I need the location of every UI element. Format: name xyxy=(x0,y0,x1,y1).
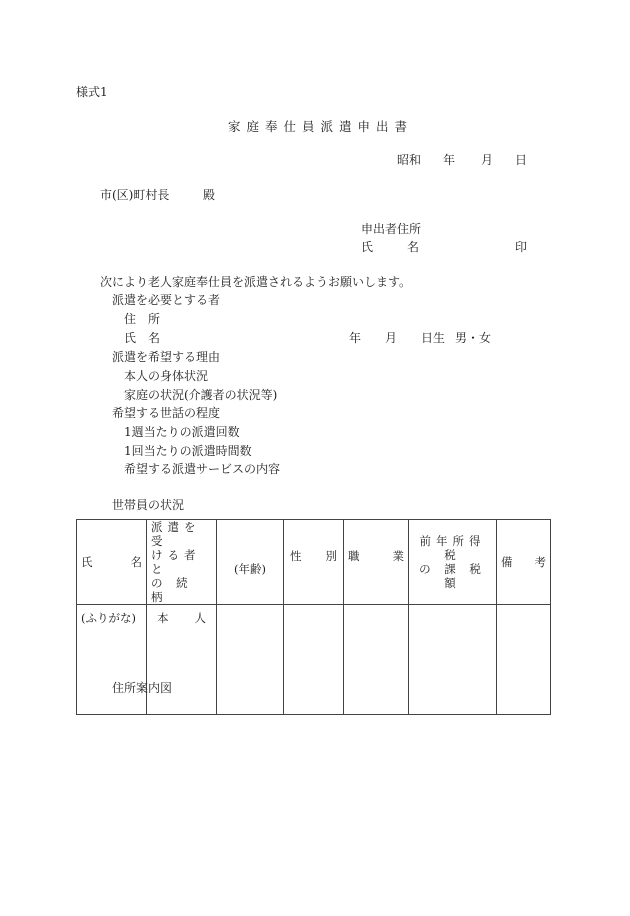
household-heading: 世帯員の状況 xyxy=(112,498,185,512)
header-relation-2: ける者と xyxy=(151,548,201,576)
cell-relation[interactable] xyxy=(147,605,217,715)
intro-text: 次により老人家庭奉仕員を派遣されるようお願いします。 xyxy=(100,275,412,289)
cell-tax[interactable] xyxy=(409,605,497,715)
cell-sex[interactable] xyxy=(284,605,344,715)
addressee-honorific: 殿 xyxy=(203,188,216,202)
family-condition-label: 家庭の状況(介護者の状況等) xyxy=(124,388,278,402)
visit-hours-label: 1回当たりの派遣時間数 xyxy=(124,444,252,458)
header-name xyxy=(77,520,147,605)
cell-age[interactable] xyxy=(217,605,284,715)
header-note-2: 考 xyxy=(534,555,546,569)
form-label: 様式1 xyxy=(76,85,108,99)
date-month: 月 xyxy=(481,153,494,167)
service-content-label: 希望する派遣サービスの内容 xyxy=(124,462,281,476)
header-age: (年齢) xyxy=(217,520,284,605)
birth-year-label: 年 xyxy=(349,331,362,345)
cell-job[interactable] xyxy=(344,605,409,715)
table-row xyxy=(77,605,551,715)
header-note xyxy=(497,520,551,605)
birth-day-label: 日生 xyxy=(421,331,446,345)
applicant-name-label-1: 氏 xyxy=(361,240,374,254)
applicant-name-label-2: 名 xyxy=(407,240,420,254)
date-era: 昭和 xyxy=(397,153,422,167)
reason-heading: 派遣を希望する理由 xyxy=(112,350,221,364)
header-job-2: 業 xyxy=(392,549,404,563)
header-job xyxy=(344,520,409,605)
header-job-1: 職 xyxy=(348,549,360,563)
header-name-2: 名 xyxy=(130,555,142,569)
cell-furigana[interactable]: (ふりがな) xyxy=(77,605,147,715)
table-header-row xyxy=(77,520,551,605)
header-tax xyxy=(409,520,497,605)
header-name-1: 氏 xyxy=(81,555,93,569)
addressee: 市(区)町村長 xyxy=(100,188,170,202)
birth-month-label: 月 xyxy=(385,331,398,345)
cell-relation-1: 本 xyxy=(157,611,169,625)
sex-label: 男・女 xyxy=(455,331,492,345)
date-year: 年 xyxy=(443,153,456,167)
header-note-1: 備 xyxy=(501,555,513,569)
header-sex-2: 別 xyxy=(325,549,337,563)
header-tax-1: 前年所得税 xyxy=(419,534,486,562)
date-day: 日 xyxy=(515,153,528,167)
cell-relation-2: 人 xyxy=(194,611,206,625)
seal-mark: 印 xyxy=(515,240,528,254)
header-relation-1: 派遣を受 xyxy=(151,520,201,548)
document-title: 家庭奉仕員派遣申出書 xyxy=(228,119,414,134)
person-heading: 派遣を必要とする者 xyxy=(112,293,221,307)
care-heading: 希望する世話の程度 xyxy=(112,406,221,420)
header-relation-3: の 続 柄 xyxy=(151,576,193,604)
name-label: 氏 名 xyxy=(124,331,161,345)
map-heading: 住所案内図 xyxy=(112,681,173,695)
cell-note[interactable] xyxy=(497,605,551,715)
header-sex-1: 性 xyxy=(290,549,302,563)
header-tax-2: の 課 税 額 xyxy=(419,562,486,590)
applicant-address-label: 申出者住所 xyxy=(361,222,422,236)
physical-condition-label: 本人の身体状況 xyxy=(124,369,209,383)
header-relation xyxy=(147,520,217,605)
weekly-visits-label: 1週当たりの派遣回数 xyxy=(124,425,240,439)
address-label: 住 所 xyxy=(124,312,161,326)
header-sex xyxy=(284,520,344,605)
